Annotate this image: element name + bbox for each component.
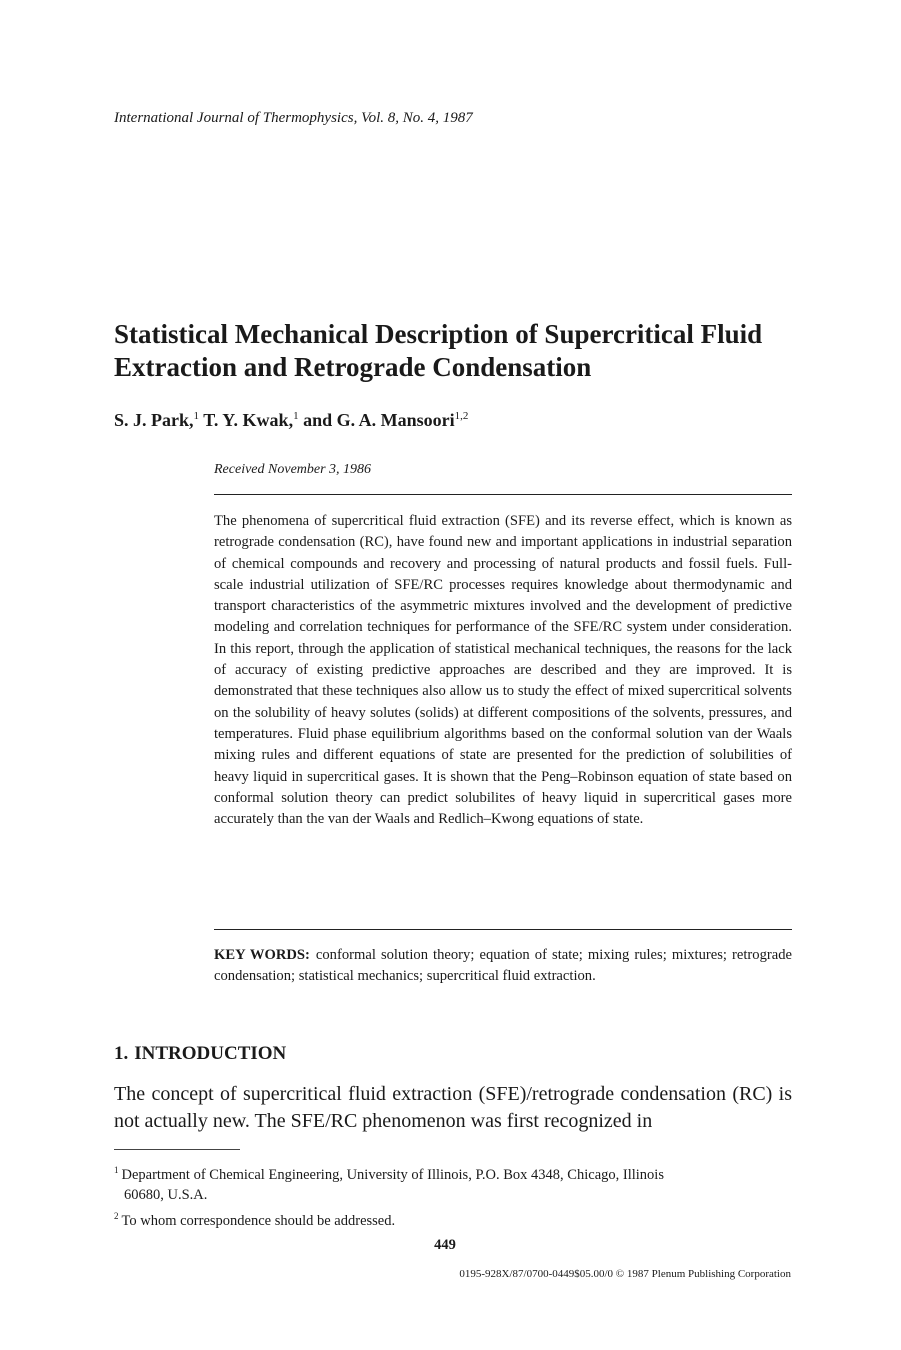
- keywords-label: KEY WORDS:: [214, 947, 310, 963]
- abstract-bottom-rule: [214, 929, 792, 930]
- footnote-text: To whom correspondence should be addressed.: [121, 1212, 396, 1229]
- footnote-mark: 1: [114, 1165, 119, 1175]
- footnote-rule: [114, 1149, 240, 1150]
- author-name: T. Y. Kwak,: [203, 410, 294, 430]
- journal-citation: International Journal of Thermophysics, Vol. 8, No. 4, 1987: [114, 110, 473, 126]
- copyright-line: 0195-928X/87/0700-0449$05.00/0 © 1987 Plenum Publishing Corporation: [459, 1268, 791, 1280]
- footnotes: [114, 1160, 792, 1231]
- footnote: [114, 1160, 792, 1185]
- section-number: 1.: [114, 1043, 129, 1064]
- footnote-mark: 2: [114, 1210, 119, 1221]
- section-heading: [114, 1043, 286, 1065]
- author-list: [114, 410, 468, 431]
- author-name: and G. A. Mansoori: [303, 410, 455, 430]
- keywords-text: conformal solution theory; equation of state; mixing rules; mixtures; retrograde condensation; statistical mechanics; supercritical fluid extraction.: [214, 947, 792, 984]
- author-affiliation-mark: 1,2: [454, 410, 469, 422]
- section-title: INTRODUCTION: [134, 1043, 287, 1064]
- footnote-continuation: 60680, U.S.A.: [124, 1187, 208, 1204]
- intro-paragraph: The concept of supercritical fluid extraction (SFE)/retrograde condensation (RC) is not actually new. The SFE/RC phenomenon was first recognized in: [114, 1083, 792, 1132]
- abstract-top-rule: [214, 494, 792, 495]
- received-date: Received November 3, 1986: [214, 462, 372, 477]
- paper-title: Statistical Mechanical Description of Supercritical Fluid Extraction and Retrograde Condensation: [114, 319, 763, 382]
- author-affiliation-mark: 1: [193, 410, 200, 422]
- abstract-text: The phenomena of supercritical fluid extraction (SFE) and its reverse effect, which is known as retrograde condensation (RC), have found new and important applications in industrial separation of chemical compounds and recovery and processing of natural products and fossil fuels. Full-scale industrial utilization of SFE/RC processes requires knowledge about thermodynamic and transport characteristics of the asymmetric mixtures involved and the development of predictive modeling and correlation techniques for performance of the SFE/RC system under consideration. In this report, through the application of statistical mechanical techniques, the reasons for the lack of accuracy of existing predictive approaches are described and they are improved. It is demonstrated that these techniques also allow us to study the effect of mixed supercritical solvents on the solubility of heavy solutes (solids) at different compositions of the solvents, pressures, and temperatures. Fluid phase equilibrium algorithms based on the conformal solution van der Waals mixing rules and different equations of state are presented for the prediction of solubilities of heavy liquid in supercritical gases. It is shown that the Peng–Robinson equation of state based on conformal solution theory can predict solubilites of heavy liquid in supercritical gases more accurately than the van der Waals and Redlich–Kwong equations of state.: [214, 513, 792, 828]
- author-affiliation-mark: 1: [293, 410, 299, 422]
- author-name: S. J. Park,: [114, 410, 194, 430]
- footnote-text: Department of Chemical Engineering, University of Illinois, P.O. Box 4348, Chicago, Illinois: [121, 1166, 664, 1183]
- footnote: [114, 1206, 792, 1231]
- page-number: 449: [434, 1237, 456, 1253]
- keywords: [214, 945, 792, 987]
